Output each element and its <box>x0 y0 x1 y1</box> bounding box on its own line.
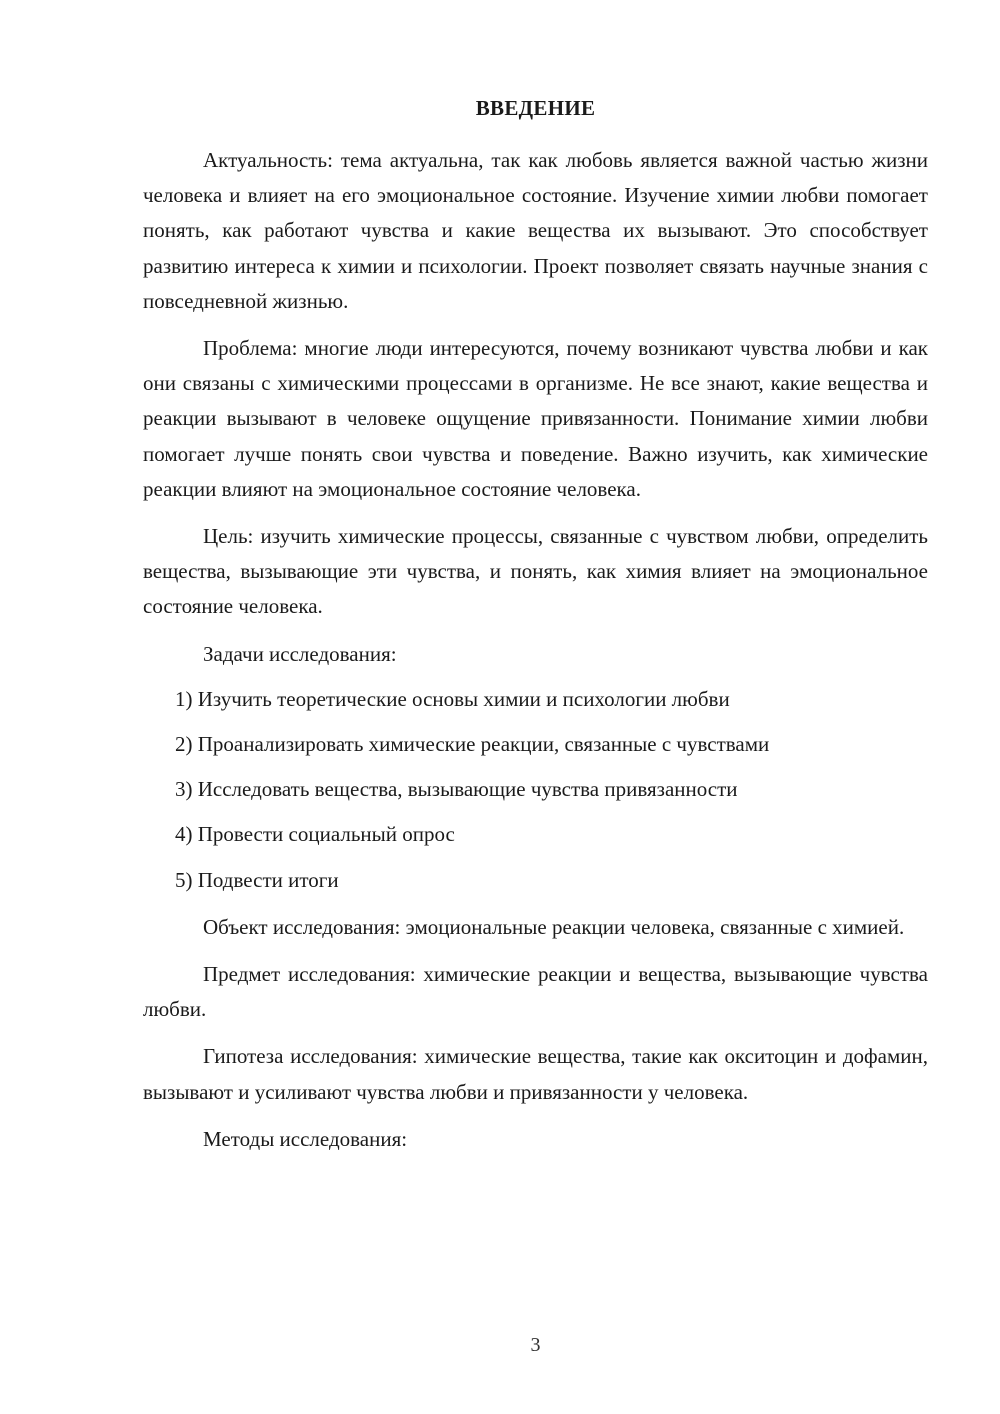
hypothesis-paragraph: Гипотеза исследования: химические вещества, такие как окситоцин и дофамин, вызывают и усиливают чувства любви и привязанности у человека. <box>143 1044 928 1104</box>
problem-paragraph: Проблема: многие люди интересуются, почему возникают чувства любви и как они связаны с химическими процессами в организме. Не все знают, какие вещества и реакции вызывают в человеке ощущение привязанности. Понимание химии любви помогает лучше понять свои чувства и поведение. Важно изучить, как химические реакции влияют на эмоциональное состояние человека. <box>143 336 928 501</box>
task-item-2: 2) Проанализировать химические реакции, связанные с чувствами <box>175 732 770 757</box>
task-item-4: 4) Провести социальный опрос <box>175 822 455 847</box>
tasks-list <box>143 682 928 898</box>
task-item-3: 3) Исследовать вещества, вызывающие чувства привязанности <box>175 777 738 802</box>
section-body <box>143 143 928 1167</box>
section-heading: ВВЕДЕНИЕ <box>475 96 596 120</box>
tasks-title: Задачи исследования: <box>203 641 397 666</box>
object-paragraph: Объект исследования: эмоциональные реакции человека, связанные с химией. <box>203 914 905 939</box>
page-number: 3 <box>530 1334 541 1356</box>
goal-paragraph: Цель: изучить химические процессы, связанные с чувством любви, определить вещества, вызывающие эти чувства, и понять, как химия влияет на эмоциональное состояние человека. <box>143 524 928 619</box>
methods-title: Методы исследования: <box>203 1126 408 1151</box>
task-item-5: 5) Подвести итоги <box>175 867 339 892</box>
subject-paragraph: Предмет исследования: химические реакции и вещества, вызывающие чувства любви. <box>143 962 928 1022</box>
relevance-paragraph: Актуальность: тема актуальна, так как любовь является важной частью жизни человека и влияет на его эмоциональное состояние. Изучение химии любви помогает понять, как работают чувства и какие вещества их вызывают. Это способствует развитию интереса к химии и психологии. Проект позволяет связать научные знания с повседневной жизнью. <box>143 148 928 313</box>
task-item-1: 1) Изучить теоретические основы химии и психологии любви <box>175 686 730 711</box>
document-page <box>143 0 928 1414</box>
